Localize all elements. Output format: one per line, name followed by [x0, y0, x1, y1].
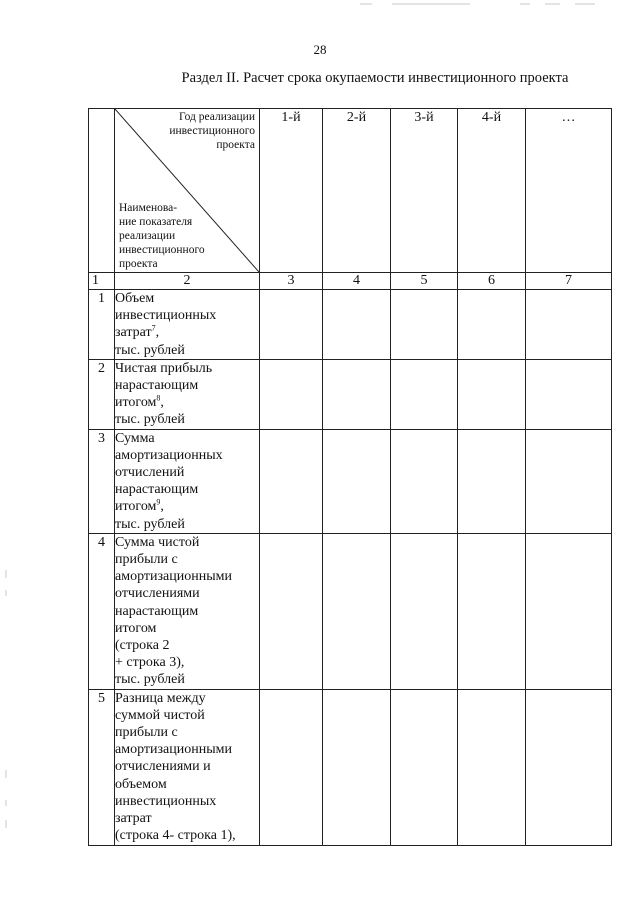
indicator-label-line: [115, 741, 259, 758]
indicator-label-text: тыс. рублей: [115, 516, 185, 532]
indicator-label-text: Сумма чистой: [115, 534, 200, 550]
indicator-label-line: [115, 707, 259, 724]
year-header-cell: 2-й: [323, 109, 391, 273]
footnote-punct: ,: [160, 499, 164, 515]
indicator-label-line: [115, 307, 259, 324]
row-number-cell: 5: [89, 689, 115, 845]
table-row: [89, 533, 612, 689]
indicator-label-line: [115, 464, 259, 481]
value-cell: [260, 533, 323, 689]
header-year-caption-line: Год реализации: [179, 111, 255, 123]
indicator-label-line: [115, 585, 259, 602]
indicator-label-line: [115, 827, 259, 844]
indicator-label-text: Чистая прибыль: [115, 360, 213, 376]
value-cell: [260, 290, 323, 360]
value-cell: [391, 290, 458, 360]
indicator-label-line: [115, 481, 259, 498]
header-corner-cell: [89, 109, 115, 273]
value-cell: [391, 429, 458, 533]
indicator-label-text: затрат: [115, 811, 152, 827]
value-cell: [323, 533, 391, 689]
header-row: [89, 109, 612, 273]
indicator-label-line: [115, 377, 259, 394]
indicator-label-line: [115, 776, 259, 793]
value-cell: [391, 533, 458, 689]
indicator-label-text: суммой чистой: [115, 707, 205, 723]
value-cell: [526, 290, 612, 360]
column-number-cell: 4: [323, 273, 391, 290]
indicator-label-line: [115, 810, 259, 827]
indicator-label-text: амортизационных: [115, 447, 223, 463]
column-number-cell: 3: [260, 273, 323, 290]
indicator-label-text: прибыли с: [115, 725, 178, 741]
indicator-label-line: [115, 498, 259, 515]
indicator-label-line: [115, 671, 259, 688]
indicator-label-text: отчислениями и: [115, 759, 211, 775]
indicator-label-text: отчислениями: [115, 586, 200, 602]
indicator-label-line: [115, 637, 259, 654]
indicator-label-text: нарастающим: [115, 378, 199, 394]
indicator-label-line: [115, 360, 259, 377]
value-cell: [526, 689, 612, 845]
indicator-label-cell: [115, 290, 260, 360]
header-indicator-caption-line: проекта: [119, 258, 158, 270]
row-number-cell: 4: [89, 533, 115, 689]
payback-table: [88, 108, 612, 846]
year-header-cell: …: [526, 109, 612, 273]
indicator-label-cell: [115, 689, 260, 845]
indicator-label-line: [115, 447, 259, 464]
indicator-label-text: амортизационными: [115, 742, 232, 758]
footnote-marker: 9: [156, 497, 161, 507]
indicator-label-text: тыс. рублей: [115, 672, 185, 688]
column-number-cell: 2: [115, 273, 260, 290]
indicator-label-line: [115, 620, 259, 637]
header-year-caption: [169, 110, 255, 152]
year-header-cell: 1-й: [260, 109, 323, 273]
indicator-label-text: итогом: [115, 620, 157, 636]
indicator-label-line: [115, 568, 259, 585]
value-cell: [526, 429, 612, 533]
value-cell: [391, 359, 458, 429]
indicator-label-line: [115, 290, 259, 307]
indicator-label-line: [115, 603, 259, 620]
indicator-label-line: [115, 430, 259, 447]
indicator-label-text: итогом: [115, 395, 157, 411]
column-number-cell: 1: [89, 273, 115, 290]
value-cell: [260, 429, 323, 533]
indicator-label-text: затрат: [115, 325, 152, 341]
year-header-cell: 4-й: [458, 109, 526, 273]
indicator-label-line: [115, 690, 259, 707]
indicator-label-line: [115, 342, 259, 359]
indicator-label-text: амортизационными: [115, 569, 232, 585]
indicator-label-line: [115, 516, 259, 533]
row-number-cell: 2: [89, 359, 115, 429]
value-cell: [323, 290, 391, 360]
header-indicator-caption-line: ние показателя: [119, 216, 193, 228]
indicator-label-text: + строка 3),: [115, 655, 185, 671]
indicator-label-cell: [115, 429, 260, 533]
indicator-label-line: [115, 793, 259, 810]
indicator-label-line: [115, 394, 259, 411]
indicator-label-text: тыс. рублей: [115, 342, 185, 358]
indicator-label-text: объемом: [115, 776, 167, 792]
header-year-caption-line: инвестиционного: [169, 125, 255, 137]
indicator-label-line: [115, 724, 259, 741]
value-cell: [458, 290, 526, 360]
value-cell: [260, 359, 323, 429]
indicator-label-line: [115, 324, 259, 341]
indicator-label-line: [115, 551, 259, 568]
value-cell: [526, 359, 612, 429]
row-number-cell: 3: [89, 429, 115, 533]
footnote-marker: 7: [151, 323, 156, 333]
header-indicator-caption-line: инвестиционного: [119, 244, 205, 256]
header-diagonal-cell: [115, 109, 260, 273]
row-number-cell: 1: [89, 290, 115, 360]
table-row: [89, 359, 612, 429]
indicator-label-text: нарастающим: [115, 482, 199, 498]
indicator-label-line: [115, 411, 259, 428]
value-cell: [458, 429, 526, 533]
header-indicator-caption: [119, 201, 205, 271]
page-number: 28: [313, 42, 327, 57]
value-cell: [526, 533, 612, 689]
value-cell: [458, 689, 526, 845]
indicator-label-text: инвестиционных: [115, 793, 217, 809]
value-cell: [458, 359, 526, 429]
indicator-label-line: [115, 758, 259, 775]
indicator-label-text: Объем: [115, 291, 155, 306]
section-title: Раздел II. Расчет срока окупаемости инвестиционного проекта: [181, 70, 569, 86]
indicator-label-text: (строка 2: [115, 638, 170, 654]
column-numbers-row: [89, 273, 612, 290]
table-row: [89, 290, 612, 360]
table-row: [89, 429, 612, 533]
table-row: [89, 689, 612, 845]
indicator-label-text: прибыли с: [115, 552, 178, 568]
header-year-caption-line: проекта: [216, 139, 255, 151]
value-cell: [323, 429, 391, 533]
value-cell: [323, 359, 391, 429]
indicator-label-line: [115, 534, 259, 551]
value-cell: [458, 533, 526, 689]
indicator-label-text: Разница между: [115, 690, 206, 706]
indicator-label-text: тыс. рублей: [115, 412, 185, 428]
column-number-cell: 6: [458, 273, 526, 290]
column-number-cell: 5: [391, 273, 458, 290]
column-number-cell: 7: [526, 273, 612, 290]
footnote-punct: ,: [155, 325, 160, 341]
indicator-label-cell: [115, 359, 260, 429]
indicator-label-cell: [115, 533, 260, 689]
value-cell: [260, 689, 323, 845]
table-body: [89, 290, 612, 846]
indicator-label-text: нарастающим: [115, 603, 199, 619]
header-indicator-caption-line: реализации: [119, 230, 176, 242]
header-indicator-caption-line: Наименова-: [119, 202, 178, 214]
indicator-label-text: итогом: [115, 499, 157, 515]
indicator-label-text: инвестиционных: [115, 308, 217, 324]
indicator-label-text: (строка 4- строка 1),: [115, 828, 236, 844]
year-header-cell: 3-й: [391, 109, 458, 273]
value-cell: [391, 689, 458, 845]
indicator-label-text: Сумма: [115, 430, 155, 446]
indicator-label-line: [115, 654, 259, 671]
value-cell: [323, 689, 391, 845]
footnote-marker: 8: [156, 393, 161, 403]
indicator-label-text: отчислений: [115, 465, 185, 481]
footnote-punct: ,: [160, 395, 164, 411]
